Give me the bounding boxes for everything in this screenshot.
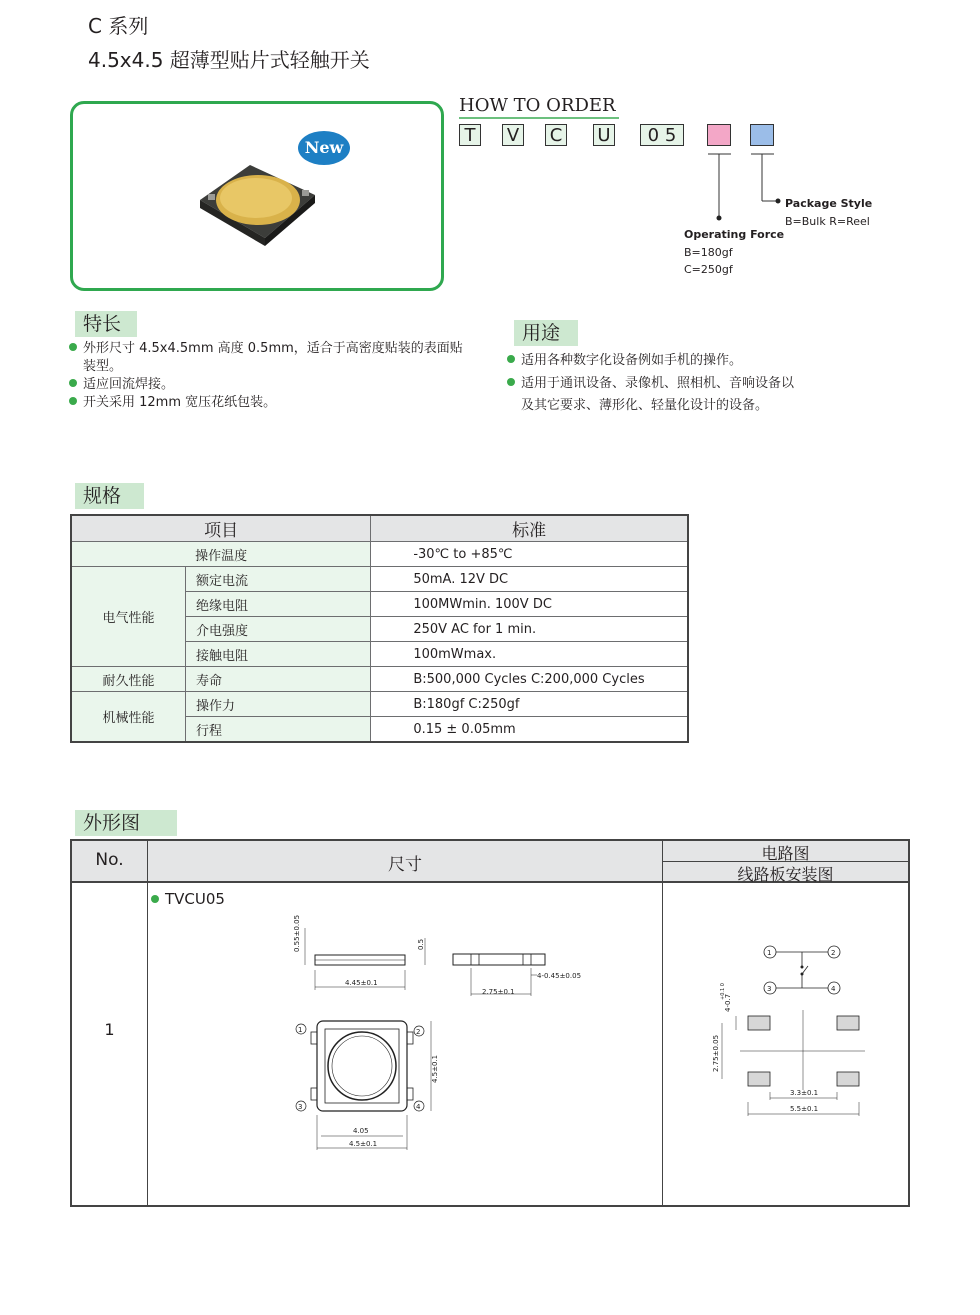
feature-item-2: 适应回流焊接。 (69, 376, 174, 394)
spec-label: 操作力 (186, 692, 371, 717)
product-switch-image (190, 160, 330, 250)
operating-force-option-b: B=180gf (684, 246, 733, 259)
dim-lead-045: 4-0.45±0.05 (537, 972, 582, 980)
dim-side-45: 4.5±0.1 (431, 1054, 439, 1083)
spec-label: 绝缘电阻 (186, 592, 371, 617)
package-style-label: Package Style (785, 197, 873, 210)
order-leader-lines (700, 146, 800, 226)
application-item-2: 适用于通讯设备、录像机、照相机、音响设备以 (507, 375, 794, 393)
order-code-v: V (502, 124, 524, 146)
order-code-u: U (593, 124, 615, 146)
spec-value: 250V AC for 1 min. (371, 617, 688, 642)
outline-header-dim: 尺寸 (388, 855, 422, 875)
dim-w-405: 4.05 (353, 1127, 369, 1135)
package-style-options: B=Bulk R=Reel (785, 215, 870, 228)
pcb-pad-label: 4-0.7 (724, 993, 732, 1012)
order-code-05: 0 5 (640, 124, 684, 146)
how-to-order-title: HOW TO ORDER (459, 95, 619, 119)
spec-label: 操作温度 (71, 542, 371, 567)
spec-group: 耐久性能 (71, 667, 186, 692)
pin-3-label: 3 (298, 1103, 303, 1111)
outline-divider-2 (662, 841, 663, 1205)
circuit-pin-2: 2 (831, 949, 836, 957)
spec-value: 100mWmax. (371, 642, 688, 667)
circuit-pin-1: 1 (767, 949, 772, 957)
spec-value: B:500,000 Cycles C:200,000 Cycles (371, 667, 688, 692)
pcb-dim-55: 5.5±0.1 (790, 1105, 819, 1113)
spec-label: 寿命 (186, 667, 371, 692)
circuit-pin-4: 4 (831, 985, 836, 993)
outline-title: 外形图 (75, 810, 177, 836)
application-item-1: 适用各种数字化设备例如手机的操作。 (507, 352, 742, 370)
spec-label: 接触电阻 (186, 642, 371, 667)
operating-force-option-c: C=250gf (684, 263, 733, 276)
pcb-dim-275: 2.75±0.05 (712, 1034, 720, 1072)
operating-force-label: Operating Force (684, 228, 785, 241)
pin-1-label: 1 (298, 1026, 303, 1034)
spec-label: 行程 (186, 717, 371, 743)
order-code-c: C (545, 124, 567, 146)
dim-height-055: 0.55±0.05 (293, 914, 301, 952)
outline-header-pcb: 线路板安装图 (737, 865, 834, 884)
new-badge: New (298, 131, 350, 165)
dim-w-45: 4.5±0.1 (349, 1140, 378, 1148)
outline-header-circuit: 电路图 (761, 844, 810, 863)
outline-divider-1 (147, 841, 148, 1205)
spec-value: -30℃ to +85℃ (371, 542, 688, 567)
applications-title: 用途 (514, 320, 578, 346)
feature-item-1: 外形尺寸 4.5x4.5mm 高度 0.5mm，适合于高密度贴装的表面贴 (69, 340, 463, 358)
spec-group: 电气性能 (71, 567, 186, 667)
pin-4-label: 4 (416, 1103, 421, 1111)
operating-force-box (707, 124, 731, 146)
outline-header-no: No. (95, 850, 124, 870)
spec-label: 额定电流 (186, 567, 371, 592)
dim-height-05: 0.5 (417, 938, 425, 950)
application-item-2-cont: 及其它要求、薄形化、轻量化设计的设备。 (521, 398, 769, 413)
table-row (71, 542, 688, 567)
pin-2-label: 2 (416, 1028, 421, 1036)
spec-label: 介电强度 (186, 617, 371, 642)
table-row (71, 667, 688, 692)
outline-model: TVCU05 (151, 890, 225, 908)
spec-value: 0.15 ± 0.05mm (371, 717, 688, 743)
pcb-dim-33: 3.3±0.1 (790, 1089, 819, 1097)
circuit-pcb-drawing (700, 940, 880, 1120)
feature-item-3: 开关采用 12mm 宽压花纸包装。 (69, 394, 276, 412)
spec-table (70, 514, 689, 743)
outline-row-no: 1 (104, 1020, 115, 1039)
dim-width-275: 2.75±0.1 (482, 988, 515, 996)
dim-width-445: 4.45±0.1 (345, 979, 378, 987)
order-code-t: T (459, 124, 481, 146)
pcb-pad-tolerance: +0.1 0 (720, 983, 726, 1000)
specs-title: 规格 (75, 483, 144, 509)
table-row (71, 567, 688, 592)
series-label: C 系列 (88, 14, 149, 38)
spec-header-item: 项目 (71, 515, 371, 542)
dimension-drawing (285, 908, 595, 1153)
circuit-pin-3: 3 (767, 985, 772, 993)
table-row (71, 692, 688, 717)
spec-header-standard: 标准 (371, 515, 688, 542)
spec-value: 100MWmin. 100V DC (371, 592, 688, 617)
page-title: 4.5x4.5 超薄型贴片式轻触开关 (88, 48, 370, 72)
spec-group: 机械性能 (71, 692, 186, 743)
package-style-box (750, 124, 774, 146)
spec-value: B:180gf C:250gf (371, 692, 688, 717)
feature-item-1-cont: 装型。 (83, 359, 123, 374)
spec-value: 50mA. 12V DC (371, 567, 688, 592)
features-title: 特长 (75, 311, 137, 337)
